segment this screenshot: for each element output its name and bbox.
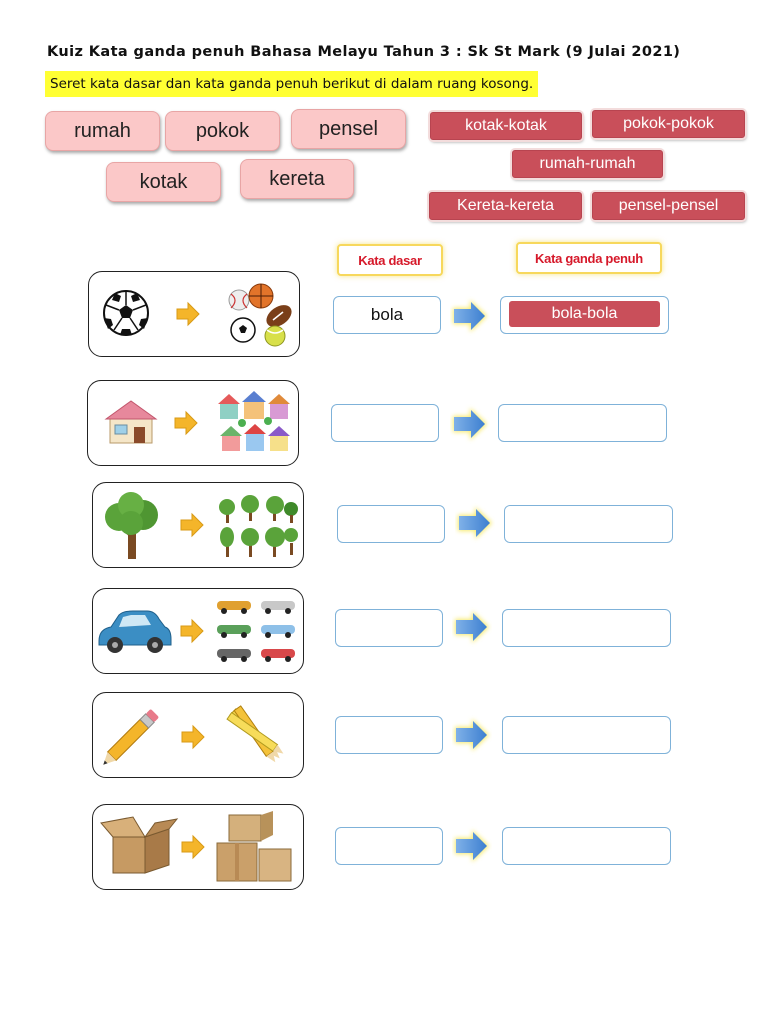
arrow-right-icon <box>450 404 490 444</box>
answer-slot-kata-ganda[interactable] <box>502 716 671 754</box>
word-tile-kereta[interactable]: kereta <box>240 159 354 199</box>
word-tag-rumah-rumah[interactable]: rumah-rumah <box>512 150 663 178</box>
page-title: Kuiz Kata ganda penuh Bahasa Melayu Tahun 3 : Sk St Mark (9 Julai 2021) <box>47 44 681 60</box>
word-tag-pensel-pensel[interactable]: pensel-pensel <box>592 192 745 220</box>
word-tile-rumah[interactable]: rumah <box>45 111 160 151</box>
small-arrow-icon <box>179 618 205 644</box>
arrow-right-icon <box>452 607 492 647</box>
picture-card-pokok <box>92 482 304 568</box>
word-tag-kotak-kotak[interactable]: kotak-kotak <box>430 112 582 140</box>
house-icon <box>104 399 158 445</box>
instruction-text: Seret kata dasar dan kata ganda penuh berikut di dalam ruang kosong. <box>45 71 538 97</box>
pencil-icon <box>99 701 167 769</box>
small-arrow-icon <box>173 410 199 436</box>
small-arrow-icon <box>179 512 205 538</box>
arrow-right-icon <box>452 715 492 755</box>
balls-icon <box>225 278 295 350</box>
answer-slot-kata-ganda[interactable] <box>504 505 673 543</box>
answer-slot-kata-ganda[interactable] <box>502 827 671 865</box>
arrow-right-icon <box>452 826 492 866</box>
word-tile-kotak[interactable]: kotak <box>106 162 221 202</box>
small-arrow-icon <box>180 724 206 750</box>
car-icon <box>95 605 173 657</box>
picture-card-kereta <box>92 588 304 674</box>
answer-slot-kata-dasar[interactable] <box>331 404 439 442</box>
pencils-icon <box>217 697 293 773</box>
answer-slot-kata-dasar[interactable] <box>335 716 443 754</box>
answer-slot-kata-dasar[interactable] <box>335 609 443 647</box>
small-arrow-icon <box>175 301 201 327</box>
ball-icon <box>101 288 151 338</box>
small-arrow-icon <box>180 834 206 860</box>
answer-slot-kata-ganda[interactable] <box>500 296 669 334</box>
picture-card-rumah <box>87 380 299 466</box>
tree-icon <box>101 491 163 561</box>
trees-icon <box>215 491 299 561</box>
arrow-right-icon <box>450 296 490 336</box>
picture-card-bola <box>88 271 300 357</box>
word-tag-kereta-kereta[interactable]: Kereta-kereta <box>429 192 582 220</box>
arrow-right-icon <box>455 503 495 543</box>
picture-card-pensel <box>92 692 304 778</box>
answer-slot-kata-ganda[interactable] <box>502 609 671 647</box>
picture-card-kotak <box>92 804 304 890</box>
word-tile-pensel[interactable]: pensel <box>291 109 406 149</box>
answer-slot-kata-ganda[interactable] <box>498 404 667 442</box>
box-icon <box>99 815 179 877</box>
word-tile-pokok[interactable]: pokok <box>165 111 280 151</box>
houses-icon <box>216 389 292 457</box>
word-tag-pokok-pokok[interactable]: pokok-pokok <box>592 110 745 138</box>
answer-slot-kata-dasar[interactable] <box>337 505 445 543</box>
placed-tag-bola-bola[interactable]: bola-bola <box>509 301 660 327</box>
header-kata-dasar: Kata dasar <box>337 244 443 276</box>
cars-icon <box>213 595 299 667</box>
answer-slot-kata-dasar[interactable] <box>335 827 443 865</box>
boxes-icon <box>215 811 295 885</box>
answer-slot-kata-dasar[interactable]: bola <box>333 296 441 334</box>
header-kata-ganda-penuh: Kata ganda penuh <box>516 242 662 274</box>
